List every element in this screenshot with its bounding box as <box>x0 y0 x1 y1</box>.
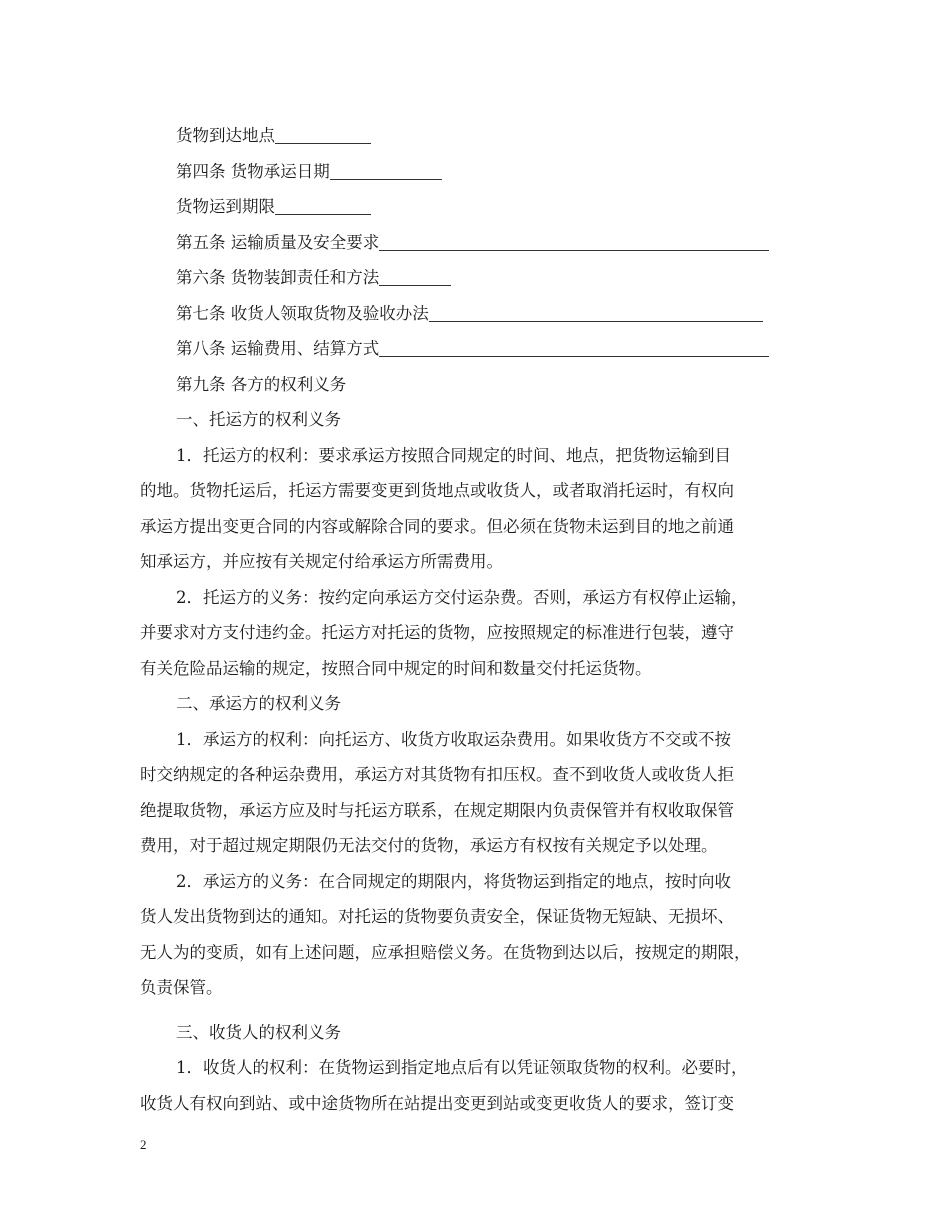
clause-arrival-place: 货物到达地点 <box>140 118 820 154</box>
section1-paragraph-2: 2．托运方的义务：按约定向承运方交付运杂费。否则，承运方有权停止运输， 并要求对方支付违约金。托运方对托运的货物，应按照规定的标准进行包装，遵守 有关危险品运输的规定，按照合同中规定的时间和数量交付托运货物。 <box>140 587 748 678</box>
fill-in-blank[interactable] <box>379 228 769 251</box>
section2-paragraph-2: 2．承运方的义务：在合同规定的期限内，将货物运到指定的地点，按时向收 货人发出货物到达的通知。对托运的货物要负责安全，保证货物无短缺、无损坏、 无人为的变质，如有上述问题，应承担赔偿义务。在货物到达以后，按规定的期限， 负责保管。 <box>140 871 751 997</box>
fill-in-blank[interactable] <box>330 157 442 180</box>
page-number: 2 <box>140 1137 147 1152</box>
contract-body <box>140 118 820 1121</box>
section3-paragraph-1: 1．收货人的权利：在货物运到指定地点后有以凭证领取货物的权利。必要时， 收货人有权向到站、或中途货物所在站提出变更到站或变更收货人的要求，签订变 <box>140 1058 748 1113</box>
clause-6-loading: 第六条 货物装卸责任和方法 <box>140 260 820 296</box>
section1-paragraph-1: 1．托运方的权利：要求承运方按照合同规定的时间、地点，把货物运输到目 的地。货物托运后，托运方需要变更到货地点或收货人，或者取消托运时，有权向 承运方提出变更合同的内容或解除合同的要求。但必须在货物未运到目的地之前通 知承运方，并应按有关规定付给承运方所需费用。 <box>140 445 734 571</box>
fill-in-blank[interactable] <box>275 192 371 215</box>
clause-9-rights: 第九条 各方的权利义务 <box>176 374 347 394</box>
fill-in-blank[interactable] <box>379 334 769 357</box>
clause-5-quality: 第五条 运输质量及安全要求 <box>140 225 820 261</box>
clause-7-receiving: 第七条 收货人领取货物及验收办法 <box>140 296 820 332</box>
section2-paragraph-1: 1．承运方的权利：向托运方、收货方收取运杂费用。如果收货方不交或不按 时交纳规定的各种运杂费用，承运方对其货物有扣压权。查不到收货人或收货人拒 绝提取货物，承运方应及时与托运方联系，在规定期限内负责保管并有权收取保管 费用，对于超过规定期限仍无法交付的货物，承运方有权按有关规定予以处理。 <box>140 729 734 855</box>
fill-in-blank[interactable] <box>379 263 451 286</box>
clause-4-date: 第四条 货物承运日期 <box>140 154 820 190</box>
fill-in-blank[interactable] <box>275 121 371 144</box>
clause-8-fees: 第八条 运输费用、结算方式 <box>140 331 820 367</box>
section1-heading: 一、托运方的权利义务 <box>176 410 341 429</box>
section2-heading: 二、承运方的权利义务 <box>176 694 341 713</box>
fill-in-blank[interactable] <box>429 299 763 322</box>
clause-delivery-period: 货物运到期限 <box>140 189 820 225</box>
section3-heading: 三、收货人的权利义务 <box>176 1022 341 1042</box>
